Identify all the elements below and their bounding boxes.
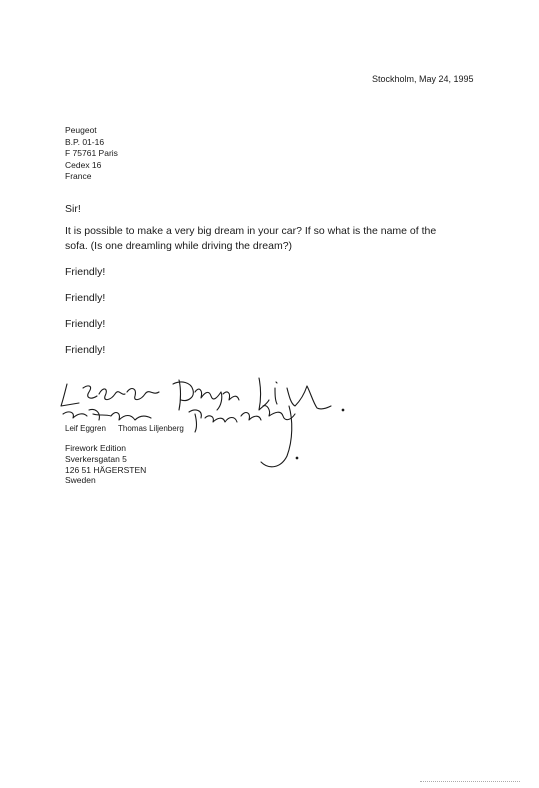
recipient-line: Cedex 16	[65, 159, 102, 170]
sender-line: Sweden	[65, 475, 96, 486]
closing-line: Friendly!	[65, 318, 106, 330]
closing-line: Friendly!	[65, 266, 106, 278]
body-line: sofa. (Is one dreamling while driving the dream?)	[65, 240, 293, 252]
recipient-line: Peugeot	[65, 125, 97, 135]
footer-scan-artifact	[420, 781, 520, 784]
salutation: Sir!	[65, 203, 81, 215]
letter-body	[65, 224, 485, 254]
letter-date: Stockholm, May 24, 1995	[372, 74, 474, 84]
closing-line: Friendly!	[65, 292, 106, 304]
closing-line: Friendly!	[65, 344, 106, 356]
recipient-line: France	[65, 171, 92, 181]
sender-line: Sverkersgatan 5	[65, 453, 127, 464]
sender-address	[65, 443, 146, 486]
signer-name: Leif Eggren	[65, 424, 106, 433]
sender-line: Firework Edition	[65, 443, 126, 453]
recipient-line: F 75761 Paris	[65, 148, 118, 158]
body-line: It is possible to make a very big dream in your car? If so what is the name of the	[65, 225, 437, 237]
recipient-line: B.P. 01-16	[65, 136, 105, 147]
recipient-address	[65, 125, 118, 183]
signer-name: Thomas Liljenberg	[118, 424, 184, 433]
sender-line: 126 51 HÄGERSTEN	[65, 464, 147, 475]
